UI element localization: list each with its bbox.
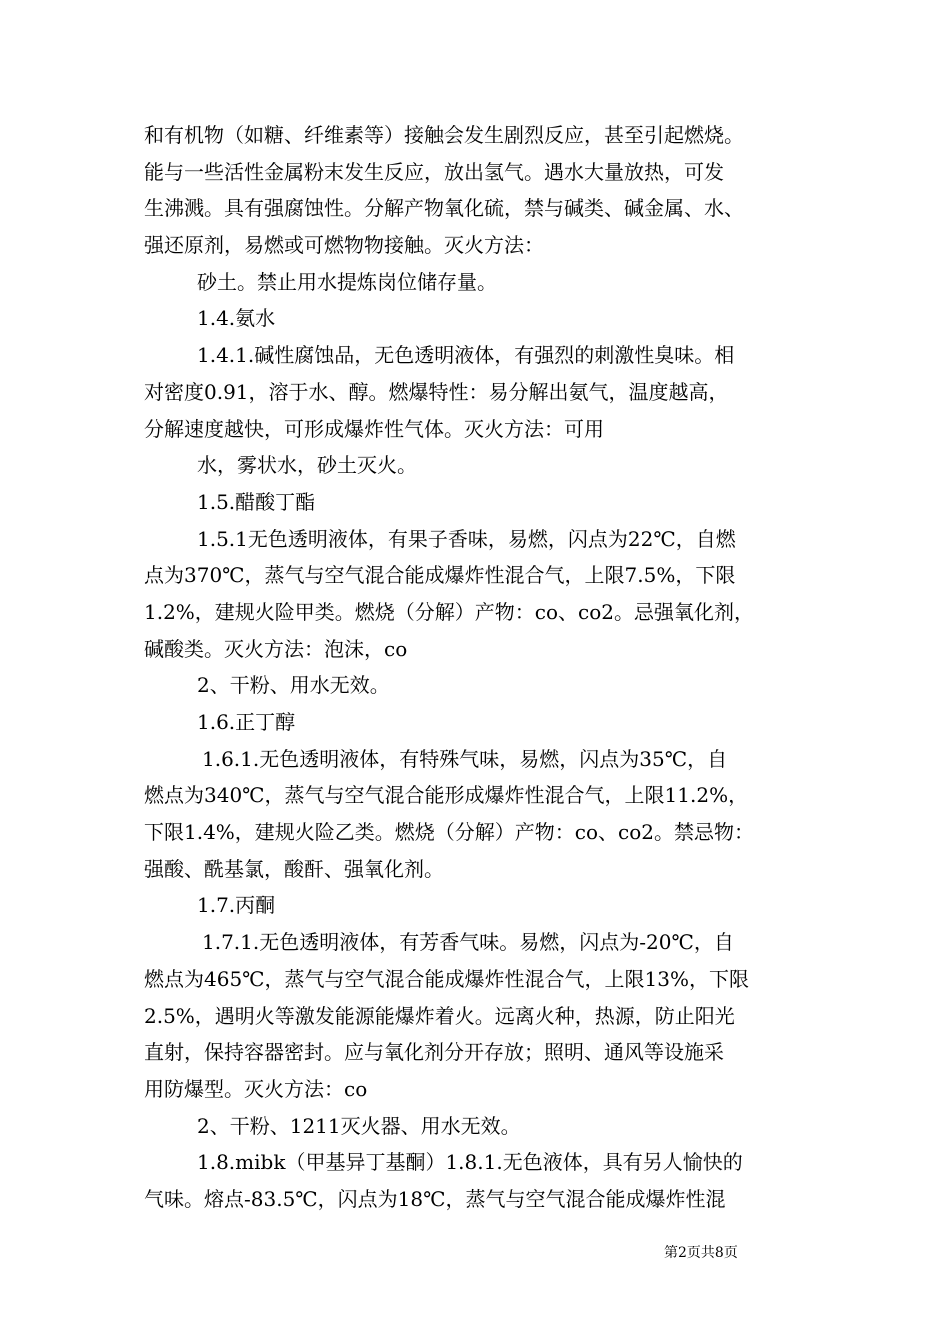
section-heading: 1.7.丙酮 <box>197 893 276 918</box>
text-line: 1.4.1.碱性腐蚀品，无色透明液体，有强烈的刺激性臭味。相 <box>197 343 735 368</box>
text-line: 用防爆型。灭火方法：co <box>144 1076 368 1101</box>
text-line: 点为370℃，蒸气与空气混合能成爆炸性混合气，上限7.5%，下限 <box>144 563 736 588</box>
section-heading: 1.6.正丁醇 <box>197 710 296 734</box>
text-line: 对密度0.91，溶于水、醇。燃爆特性：易分解出氨气，温度越高， <box>144 379 729 404</box>
text-line: 分解速度越快，可形成爆炸性气体。灭火方法：可用 <box>144 416 604 441</box>
page-number: 第2页共8页 <box>664 1245 738 1261</box>
section-heading: 1.8.mibk（甲基异丁基酮）1.8.1.无色液体，具有另人愉快的 <box>197 1150 743 1175</box>
text-line: 1.2%，建规火险甲类。燃烧（分解）产物：co、co2。忌强氧化剂， <box>144 599 755 624</box>
text-line: 强酸、酰基氯，酸酐、强氧化剂。 <box>144 856 444 881</box>
text-line: 水，雾状水，砂土灭火。 <box>197 453 417 478</box>
text-line: 2.5%，遇明火等激发能源能爆炸着火。远离火种，热源，防止阳光 <box>144 1003 735 1028</box>
text-line: 1.5.1无色透明液体，有果子香味，易燃，闪点为22℃，自燃 <box>197 526 736 551</box>
text-line: 碱酸类。灭火方法：泡沫，co <box>144 636 408 661</box>
text-line: 燃点为465℃，蒸气与空气混合能成爆炸性混合气，上限13%，下限 <box>144 966 749 991</box>
text-line: 2、干粉、用水无效。 <box>197 673 390 698</box>
text-line: 2、干粉、1211灭火器、用水无效。 <box>197 1113 521 1138</box>
text-line: 生沸溅。具有强腐蚀性。分解产物氧化硫，禁与碱类、碱金属、水、 <box>144 196 744 221</box>
text-line: 强还原剂，易燃或可燃物物接触。灭火方法： <box>144 233 544 258</box>
text-line: 1.7.1.无色透明液体，有芳香气味。易燃，闪点为-20℃，自 <box>202 930 734 955</box>
text-line: 下限1.4%，建规火险乙类。燃烧（分解）产物：co、co2。禁忌物： <box>144 820 755 845</box>
text-line: 气味。熔点-83.5℃，闪点为18℃，蒸气与空气混合能成爆炸性混 <box>144 1186 726 1211</box>
section-heading: 1.5.醋酸丁酯 <box>197 489 316 514</box>
text-line: 直射，保持容器密封。应与氧化剂分开存放；照明、通风等设施采 <box>144 1040 724 1065</box>
section-heading: 1.4.氨水 <box>197 306 276 331</box>
text-line: 1.6.1.无色透明液体，有特殊气味，易燃，闪点为35℃，自 <box>202 746 728 771</box>
document-body <box>144 117 834 1218</box>
text-line: 燃点为340℃，蒸气与空气混合能形成爆炸性混合气，上限11.2%， <box>144 783 749 808</box>
text-line: 和有机物（如糖、纤维素等）接触会发生剧烈反应，甚至引起燃烧。 <box>144 123 744 147</box>
text-line: 能与一些活性金属粉末发生反应，放出氢气。遇水大量放热，可发 <box>144 159 724 184</box>
text-line: 砂土。禁止用水提炼岗位储存量。 <box>197 269 497 294</box>
